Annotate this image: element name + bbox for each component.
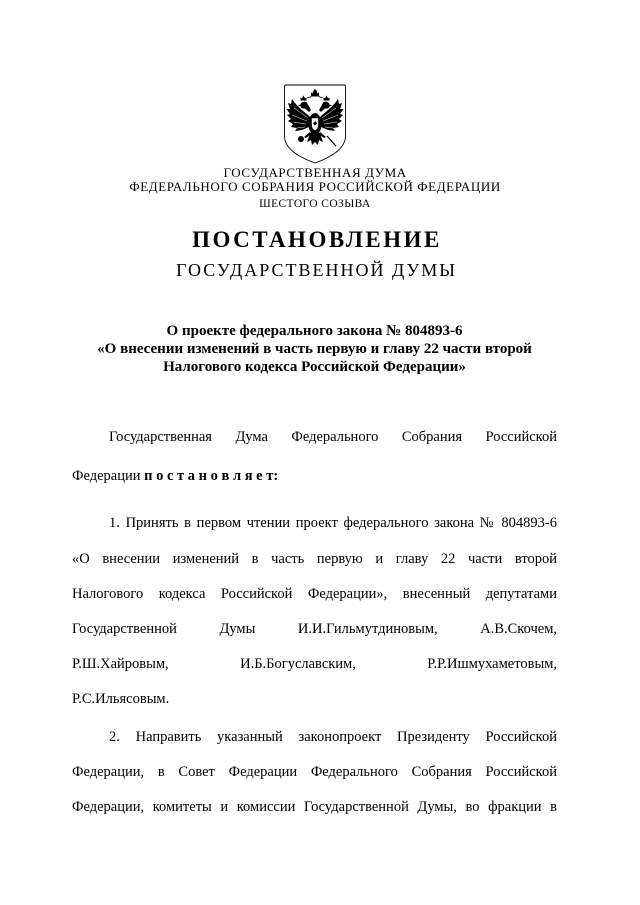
issuer-name-line-1: ГОСУДАРСТВЕННАЯ ДУМА (223, 165, 407, 180)
clause-2-line: Федерации, комитеты и комиссии Государственной Думы, во фракции в (72, 799, 557, 815)
document-type-subtitle: ГОСУДАРСТВЕННОЙ ДУМЫ (176, 260, 457, 280)
subject-heading-line: «О внесении изменений в часть первую и главу 22 части второй (97, 341, 532, 357)
subject-heading-line: О проекте федерального закона № 804893-6 (166, 323, 463, 339)
clause-1-line: 1. Принять в первом чтении проект федерального закона № 804893-6 (109, 515, 557, 531)
subject-heading-line: Налогового кодекса Российской Федерации» (163, 359, 466, 375)
eagle-figure (287, 89, 344, 146)
resolution-keyword: п о с т а н о в л я е т: (144, 468, 279, 484)
clause-2-line: Федерации, в Совет Федерации Федерального Собрания Российской (72, 764, 557, 780)
preamble-line-text: Федерации (72, 468, 141, 484)
preamble-last-line (72, 466, 557, 486)
clause-1-line: «О внесении изменений в часть первую и главу 22 части второй (72, 551, 557, 567)
state-emblem-icon (283, 84, 347, 164)
document-type-title: ПОСТАНОВЛЕНИЕ (192, 227, 442, 252)
clause-2-line: 2. Направить указанный законопроект Президенту Российской (109, 729, 557, 745)
state-emblem-graphic (283, 84, 347, 164)
convocation-label: ШЕСТОГО СОЗЫВА (259, 198, 371, 210)
clause-1-line: Налогового кодекса Российской Федерации», внесенный депутатами (72, 586, 557, 602)
preamble-line: Государственная Дума Федерального Собрания Российской (109, 429, 557, 445)
clause-1-line: Р.Ш.Хайровым, И.Б.Богуславским, Р.Р.Ишмухаметовым, (72, 656, 557, 672)
clause-1-line: Государственной Думы И.И.Гильмутдиновым, А.В.Скочем, (72, 621, 557, 637)
issuer-name-line-2: ФЕДЕРАЛЬНОГО СОБРАНИЯ РОССИЙСКОЙ ФЕДЕРАЦИИ (129, 179, 501, 194)
clause-1-line: Р.С.Ильясовым. (72, 691, 170, 707)
eagle-breast-shield (312, 118, 319, 131)
